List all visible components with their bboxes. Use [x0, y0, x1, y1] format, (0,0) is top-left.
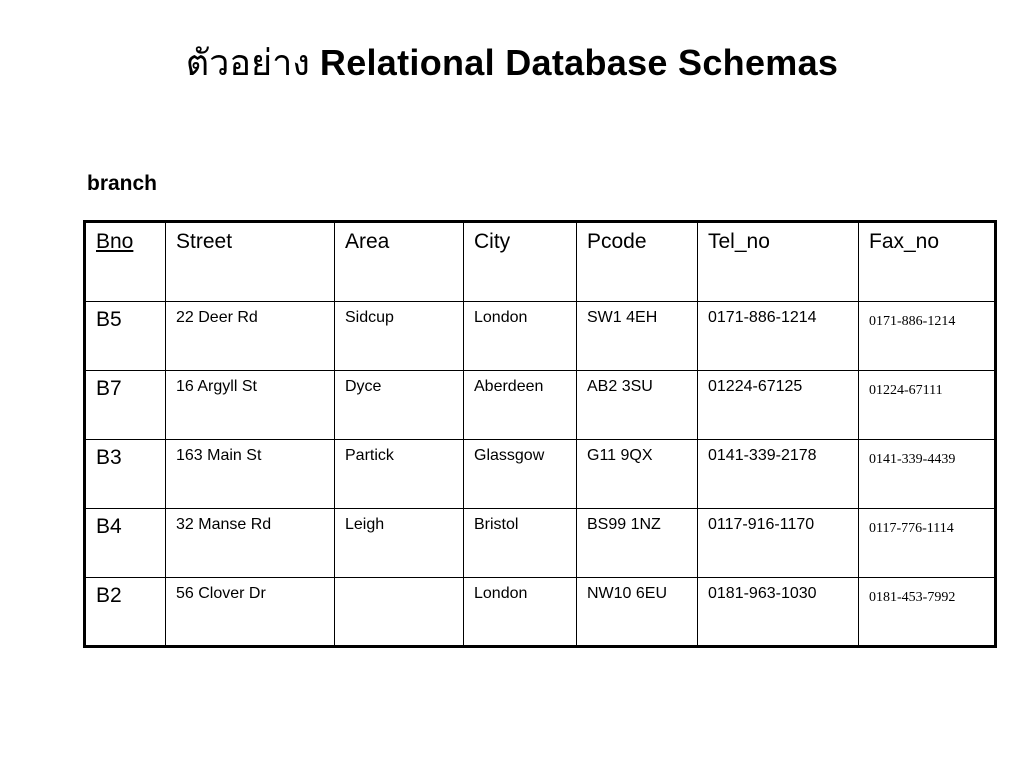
column-header-tel-no: Tel_no — [698, 222, 859, 302]
cell-area: Partick — [335, 440, 464, 509]
cell-area: Sidcup — [335, 302, 464, 371]
branch-table — [83, 220, 997, 648]
cell-fax-no: 01224-67111 — [859, 371, 996, 440]
cell-pcode: BS99 1NZ — [577, 509, 698, 578]
cell-fax-no: 0117-776-1114 — [859, 509, 996, 578]
column-header-city: City — [464, 222, 577, 302]
primary-key-label: Bno — [96, 230, 134, 253]
cell-pcode: G11 9QX — [577, 440, 698, 509]
cell-city: Glassgow — [464, 440, 577, 509]
header-row — [85, 222, 996, 302]
table-row — [85, 509, 996, 578]
cell-street: 16 Argyll St — [166, 371, 335, 440]
cell-city: Aberdeen — [464, 371, 577, 440]
column-header-area: Area — [335, 222, 464, 302]
title-thai-prefix: ตัวอย่าง — [185, 43, 310, 84]
cell-area — [335, 578, 464, 647]
table-row — [85, 578, 996, 647]
cell-bno: B3 — [85, 440, 166, 509]
cell-city: London — [464, 302, 577, 371]
cell-area: Leigh — [335, 509, 464, 578]
cell-bno: B2 — [85, 578, 166, 647]
cell-street: 32 Manse Rd — [166, 509, 335, 578]
column-header-fax-no: Fax_no — [859, 222, 996, 302]
title-main-text: Relational Database Schemas — [319, 42, 839, 83]
cell-area: Dyce — [335, 371, 464, 440]
cell-tel-no: 0117-916-1170 — [698, 509, 859, 578]
cell-tel-no: 0141-339-2178 — [698, 440, 859, 509]
column-header-bno — [85, 222, 166, 302]
cell-tel-no: 0171-886-1214 — [698, 302, 859, 371]
cell-pcode: AB2 3SU — [577, 371, 698, 440]
cell-bno: B5 — [85, 302, 166, 371]
table-row — [85, 302, 996, 371]
column-header-street: Street — [166, 222, 335, 302]
cell-city: Bristol — [464, 509, 577, 578]
cell-fax-no: 0171-886-1214 — [859, 302, 996, 371]
cell-street: 163 Main St — [166, 440, 335, 509]
cell-fax-no: 0181-453-7992 — [859, 578, 996, 647]
cell-bno: B4 — [85, 509, 166, 578]
slide-title — [0, 34, 1024, 91]
cell-pcode: SW1 4EH — [577, 302, 698, 371]
cell-street: 56 Clover Dr — [166, 578, 335, 647]
cell-tel-no: 0181-963-1030 — [698, 578, 859, 647]
cell-street: 22 Deer Rd — [166, 302, 335, 371]
cell-tel-no: 01224-67125 — [698, 371, 859, 440]
cell-city: London — [464, 578, 577, 647]
table-row — [85, 371, 996, 440]
cell-pcode: NW10 6EU — [577, 578, 698, 647]
cell-bno: B7 — [85, 371, 166, 440]
cell-fax-no: 0141-339-4439 — [859, 440, 996, 509]
table-caption: branch — [87, 172, 158, 195]
table-row — [85, 440, 996, 509]
column-header-pcode: Pcode — [577, 222, 698, 302]
